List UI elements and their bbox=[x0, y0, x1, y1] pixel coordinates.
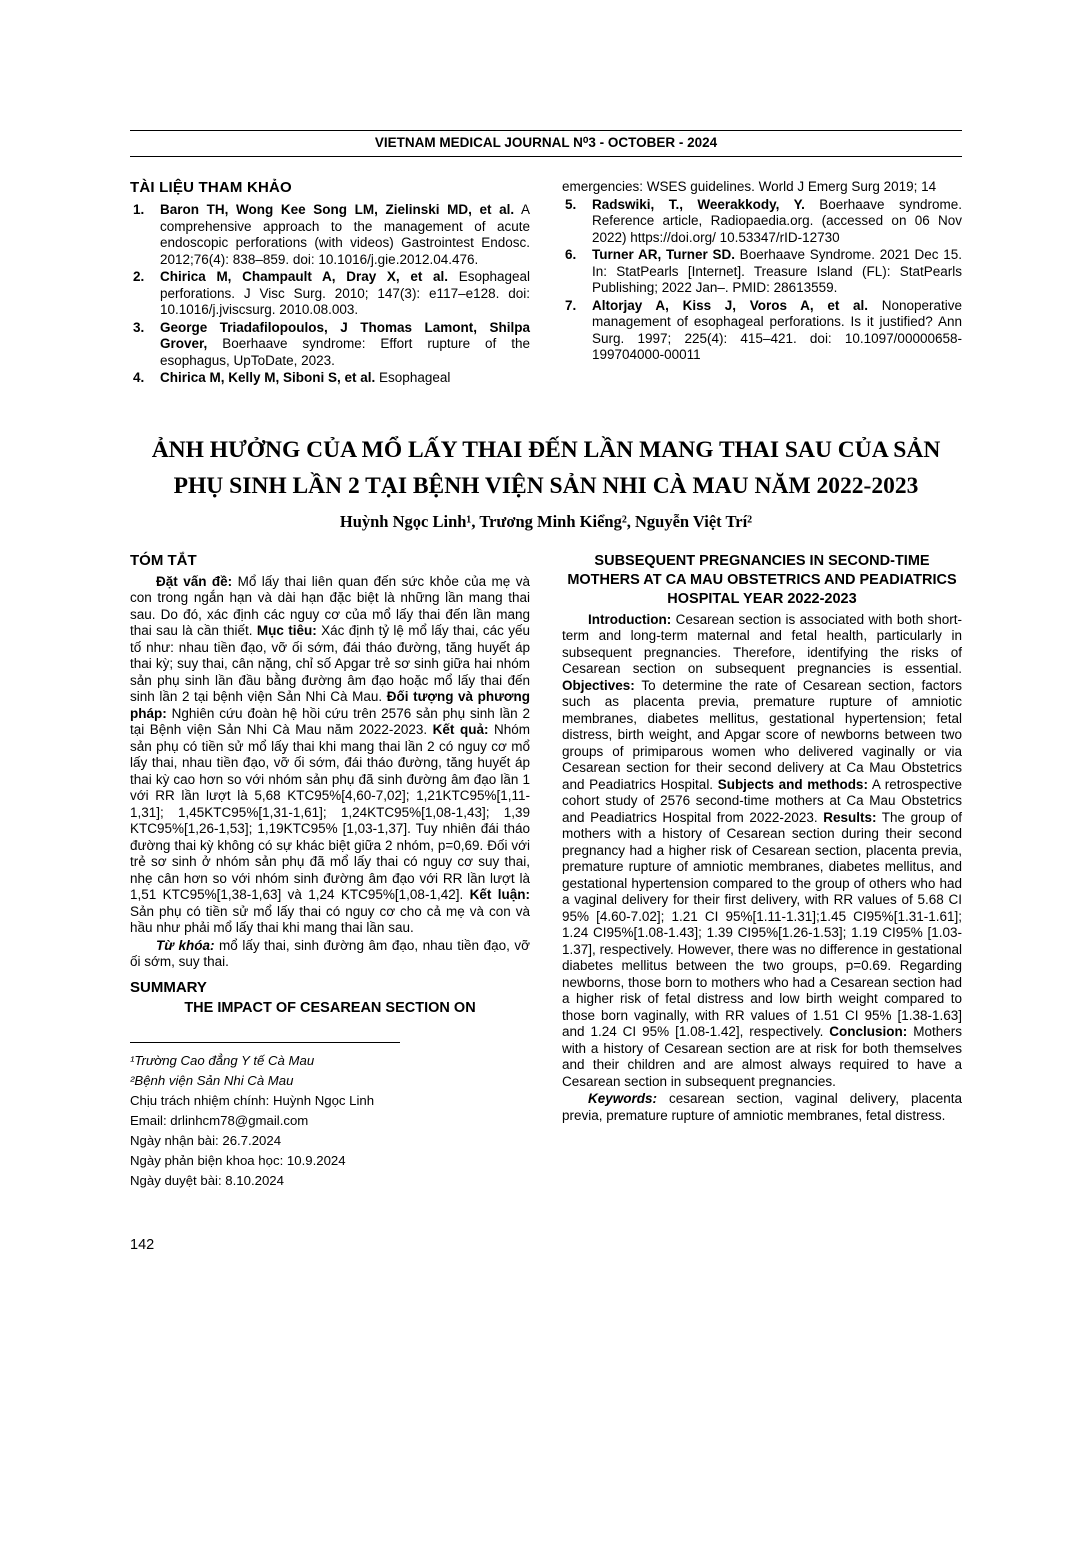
abstract-en-seg-text: Cesarean section is associated with both short-term and long-term maternal and fetal health, particularly in subsequent pregnancies. Therefore, identifying the risks of Cesarean section on subsequent pregnancies is essential. bbox=[562, 611, 962, 676]
reference-number: 6. bbox=[565, 247, 577, 262]
abstract-en-label-subjects-methods: Subjects and methods: bbox=[717, 776, 868, 792]
references-right-column bbox=[562, 179, 962, 388]
reference-text: Esophageal perforations. J Visc Surg. 2010; 147(3): e117–e128. doi: 10.1016/j.jviscsurg. 2010.08.003. bbox=[160, 269, 530, 317]
reference-authors: Turner AR, Turner SD. bbox=[592, 247, 735, 262]
page-number: 142 bbox=[130, 1236, 155, 1253]
reference-item-6 bbox=[562, 247, 962, 297]
references-heading: TÀI LIỆU THAM KHẢO bbox=[130, 179, 292, 196]
abstract-en-label-introduction: Introduction: bbox=[588, 611, 672, 627]
abstract-vi-label-muc-tieu: Mục tiêu: bbox=[256, 623, 317, 638]
footnote-review-date: Ngày phản biện khoa học: 10.9.2024 bbox=[130, 1152, 346, 1168]
reference-number: 1. bbox=[133, 202, 145, 217]
abstract-vi-label-ket-qua: Kết quả: bbox=[432, 722, 489, 737]
reference-authors: Chirica M, Kelly M, Siboni S, et al. bbox=[160, 370, 376, 385]
abstract-vi-seg-text: Xác định tỷ lệ mổ lấy thai, các yếu tố như: nhau tiền đạo, vỡ ối sớm, đái tháo đường, tăng huyết áp thai kỳ; suy thai, cân nặng, chỉ số Apgar trẻ sơ sinh giữa hai nhóm sản phụ sinh lần đầu bằng đường âm đạo hoặc mổ lấy thai đến sinh lần 2 tại bệnh viện Sản Nhi Cà Mau. bbox=[130, 623, 531, 704]
abstract-en-seg-text: To determine the rate of Cesarean section, factors such as placenta previa, premature rupture of amniotic membranes, diabetes mellitus, gestational hypertension; fetal distress, birth weight, and Apgar score of newborns between two groups of primiparous women who delivered vaginally or via Cesarean section for their second delivery at Ca Mau Obstetrics and Peadiatrics Hospital. bbox=[562, 677, 962, 792]
reference-text: Boerhaave Syndrome. 2021 Dec 15. In: StatPearls [Internet]. Treasure Island (FL): StatPearls Publishing; 2022 Jan–. PMID: 28613559. bbox=[592, 247, 962, 295]
abstract-vi-text bbox=[130, 574, 530, 937]
keywords-en-label: Keywords: bbox=[588, 1091, 658, 1106]
keywords-vi-text: mổ lấy thai, sinh đường âm đạo, nhau tiền đạo, vỡ ối sớm, suy thai. bbox=[130, 937, 531, 969]
abstract-en-seg-text: The group of mothers with a history of Cesarean section during their second pregnancy had a higher risk of Cesarean section, placenta previa, premature rupture of amniotic membranes, diabetes mellitus, and gestational hypertension compared to the group of others who had a vaginal delivery for their first delivery, with RR values of 5.68 CI 95% [4.60-7.02]; 1.21 CI 95%[1.11-1.31];1.45 CI95%[1.31-1.61]; 1.24 CI95%[1.08-1.43]; 1.39 CI95%[1.26-1.53]; 1.19 CI95% [1.03-1.37], respectively. However, there was no difference in gestational diabetes mellitus between the two groups, p=0.69. Regarding newborns, those born to mothers who had a Cesarean section had a higher risk of fetal distress and low birth weight compared to those born vaginally, with RR values of 1.51 CI 95% [1.38-1.63] and 1.24 CI 95% [1.08-1.42], respectively. bbox=[562, 809, 962, 1039]
keywords-vi-label: Từ khóa: bbox=[156, 937, 215, 953]
footnote-affiliation-2: ²Bệnh viện Sản Nhi Cà Mau bbox=[130, 1072, 294, 1088]
reference-authors: Chirica M, Champault A, Dray X, et al. bbox=[160, 269, 449, 284]
summary-title-part1: THE IMPACT OF CESAREAN SECTION ON bbox=[184, 999, 476, 1016]
keywords-en bbox=[562, 1091, 962, 1124]
footnote-email: Email: drlinhcm78@gmail.com bbox=[130, 1112, 309, 1128]
reference-text: Nonoperative management of esophageal perforations. Is it justified? Ann Surg. 1997; 225(4): 415–421. doi: 10.1097/00000658-199704000-00011 bbox=[592, 297, 962, 362]
reference-number: 2. bbox=[133, 269, 145, 284]
reference-authors: Baron TH, Wong Kee Song LM, Zielinski MD, et al. bbox=[160, 202, 515, 217]
references-section bbox=[130, 179, 962, 388]
footnote-accepted-date: Ngày duyệt bài: 8.10.2024 bbox=[130, 1172, 284, 1188]
abstract-vi-seg-text: Sản phụ có tiền sử mổ lấy thai có nguy cơ cho cả mẹ và con và hầu như phải mổ lấy thai khi mang thai lần sau. bbox=[130, 903, 530, 935]
abstract-en-label-objectives: Objectives: bbox=[562, 677, 635, 693]
running-head: VIETNAM MEDICAL JOURNAL N⁰3 - OCTOBER - 2024 bbox=[130, 130, 962, 157]
abstract-en-seg-text: A retrospective cohort study of 2576 second-time mothers at Ca Mau Obstetrics and Peadiatrics Hospital from 2022-2023. bbox=[562, 776, 962, 825]
reference-item-4 bbox=[130, 370, 530, 387]
abstract-vi-seg-text: Mổ lấy thai liên quan đến sức khỏe của mẹ và con trong ngắn hạn và dài hạn đặc biệt là những lần mang thai sau. Do đó, xác định các nguy cơ của mổ lấy thai đến lần mang thai sau là cần thiết. bbox=[130, 573, 530, 638]
reference-item-2 bbox=[130, 269, 530, 319]
reference-continuation: emergencies: WSES guidelines. World J Emerg Surg 2019; 14 bbox=[562, 179, 937, 194]
reference-authors: Radswiki, T., Weerakkody, Y. bbox=[592, 196, 805, 212]
abstract-vi-label-ket-luan: Kết luận: bbox=[469, 887, 530, 902]
reference-text: Esophageal bbox=[375, 370, 451, 385]
footnote-rule bbox=[130, 1042, 400, 1043]
summary-title-part2: SUBSEQUENT PREGNANCIES IN SECOND-TIME MOTHERS AT CA MAU OBSTETRICS AND PEADIATRICS HOSPITAL YEAR 2022-2023 bbox=[567, 552, 957, 607]
reference-item-5 bbox=[562, 197, 962, 247]
abstract-vi-seg-text: Nghiên cứu đoàn hệ hồi cứu trên 2576 sản phụ sinh lần 2 tại Bệnh viện Sản Nhi Cà Mau năm 2022-2023. bbox=[130, 705, 530, 737]
reference-item-3 bbox=[130, 320, 530, 370]
abstract-en-seg-text: Mothers with a history of Cesarean section are at risk for both themselves and their children and are almost always required to have a Cesarean section in subsequent pregnancies. bbox=[562, 1024, 962, 1089]
abstract-en-label-results: Results: bbox=[823, 809, 877, 825]
abstract-vi-label-doi-tuong: Đối tượng và phương pháp: bbox=[130, 689, 530, 721]
reference-text: Boerhaave syndrome. Reference article, Radiopaedia.org. (accessed on 06 Nov 2022) https://doi.org/ 10.53347/rID-12730 bbox=[592, 196, 962, 245]
abstract-en-label-conclusion: Conclusion: bbox=[829, 1024, 908, 1039]
abstract-vi-column bbox=[130, 552, 530, 1191]
article-authors: Huỳnh Ngọc Linh¹, Trương Minh Kiểng², Nguyễn Việt Trí² bbox=[339, 511, 753, 531]
footnote-block bbox=[130, 1042, 530, 1191]
reference-item-1 bbox=[130, 202, 530, 268]
reference-authors: Altorjay A, Kiss J, Voros A, et al. bbox=[592, 297, 869, 313]
reference-item-7 bbox=[562, 298, 962, 364]
reference-text: A comprehensive approach to the management of acute endoscopic perforations (with videos) Gastrointest Endosc. 2012;76(4): 838–859. doi: 10.1016/j.gie.2012.04.476. bbox=[160, 202, 530, 267]
reference-number: 3. bbox=[133, 319, 145, 335]
abstract-en-column bbox=[562, 552, 962, 1191]
references-left-column bbox=[130, 179, 530, 388]
reference-number: 7. bbox=[565, 297, 577, 313]
abstract-vi-seg-text: Nhóm sản phụ có tiền sử mổ lấy thai khi mang thai lần 2 có nguy cơ mổ lấy thai, nhau tiền đạo, vỡ ối sớm, đái tháo đường, tăng huyết áp thai kỳ cao hơn so với nhóm sản phụ đã sinh đường âm đạo lần 1 với RR lần lượt là 5,68 KTC95%[4,60-7,02]; 1,21KTC95%[1,11-1,31]; 1,45KTC95%[1,31-1,61]; 1,24KTC95%[1,08-1,43]; 1,39 KTC95%[1,26-1,53]; 1,19KTC95% [1,03-1,37]. Tuy nhiên đái tháo đường thai kỳ không có sự khác biệt giữa 2 nhóm, p=0,69. Đối với trẻ sơ sinh ở nhóm sản phụ đã mổ lấy thai có nguy cơ suy thai, nhẹ cân hơn so với nhóm sinh đường âm đạo với RR lần lượt là 1,51 KTC95%[1,38-1,63] và 1,24 KTC95%[1,08-1,42]. bbox=[130, 722, 530, 902]
reference-number: 5. bbox=[565, 196, 577, 212]
article-title-line1: ẢNH HƯỞNG CỦA MỔ LẤY THAI ĐẾN LẦN MANG THAI SAU CỦA SẢN bbox=[151, 436, 941, 463]
footnote-received-date: Ngày nhận bài: 26.7.2024 bbox=[130, 1132, 282, 1148]
article-body bbox=[130, 552, 962, 1191]
abstract-en-text bbox=[562, 612, 962, 1091]
article-title-line2: PHỤ SINH LẦN 2 TẠI BỆNH VIỆN SẢN NHI CÀ MAU NĂM 2022-2023 bbox=[173, 472, 919, 499]
article-title bbox=[130, 432, 962, 504]
reference-authors: George Triadafilopoulos, J Thomas Lamont, Shilpa Grover, bbox=[160, 319, 530, 351]
reference-number: 4. bbox=[133, 370, 145, 385]
reference-text: Boerhaave syndrome: Effort rupture of the esophagus, UpToDate, 2023. bbox=[160, 336, 530, 368]
abstract-vi-heading: TÓM TẮT bbox=[130, 551, 197, 569]
summary-heading: SUMMARY bbox=[130, 978, 207, 996]
abstract-vi-label-dat-van-de: Đặt vấn đề: bbox=[156, 573, 233, 589]
keywords-en-text: cesarean section, vaginal delivery, placenta previa, premature rupture of amniotic membranes, fetal distress. bbox=[562, 1091, 962, 1123]
keywords-vi bbox=[130, 938, 530, 971]
footnote-affiliation-1: ¹Trường Cao đẳng Y tế Cà Mau bbox=[130, 1052, 315, 1068]
footnote-corresponding-author: Chịu trách nhiệm chính: Huỳnh Ngọc Linh bbox=[130, 1092, 375, 1108]
